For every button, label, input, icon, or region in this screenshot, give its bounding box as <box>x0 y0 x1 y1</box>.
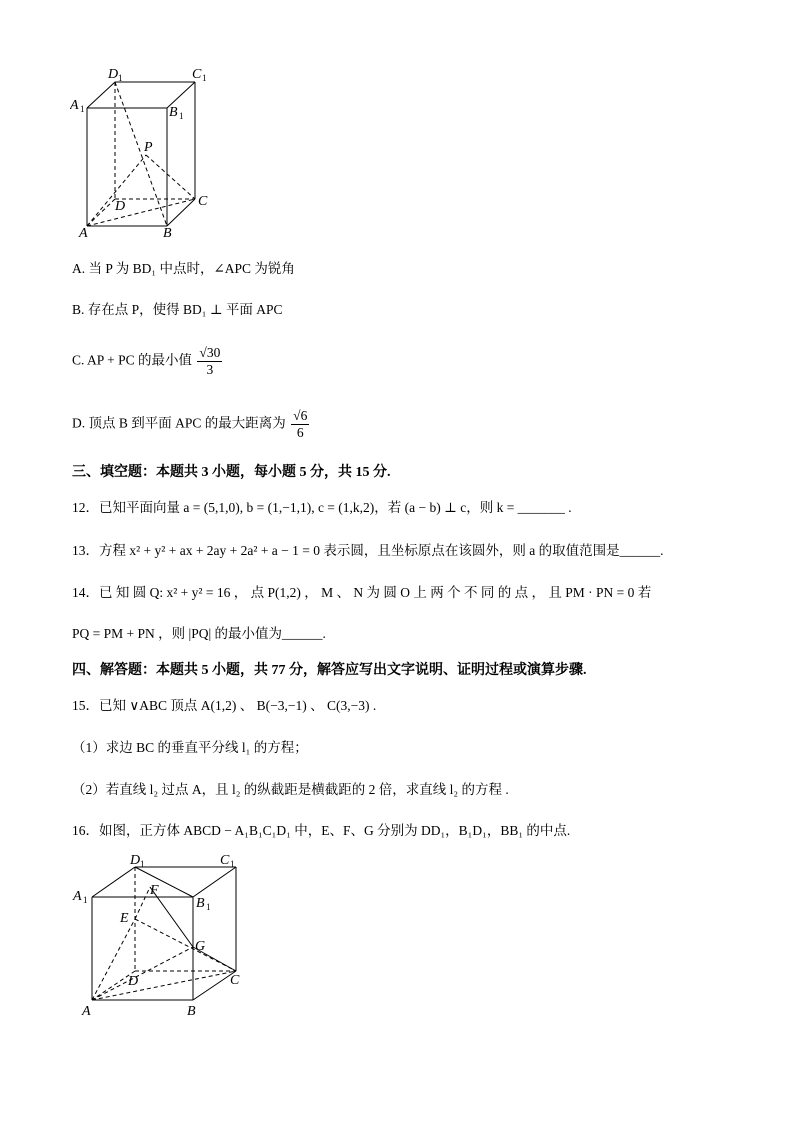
svg-text:1: 1 <box>202 73 207 83</box>
label-b: B <box>163 226 172 240</box>
label2-d1: D <box>130 853 141 868</box>
label-c1: C <box>192 67 202 82</box>
option-d: D. 顶点 B 到平面 APC 的最大距离为 $\frac{√6}{6}$ <box>72 408 308 440</box>
question-15-part2: （2）若直线 l₂ 过点 A，且 l₂ 的纵截距是横截距的 2 倍，求直线 l₂ 的方程 . <box>72 782 509 797</box>
option-c: C. AP + PC 的最小值 $\frac{√30}{3}$ <box>72 345 221 377</box>
question-16-stem: 16．如图，正方体 ABCD − A₁B₁C₁D₁ 中，E、F、G 分别为 DD₁，B₁D₁，BB₁ 的中点. <box>72 823 571 838</box>
question-12: 12．已知平面向量 a = (5,1,0), b = (1,−1,1), c = (1,k,2)，若 (a − b) ⊥ c，则 k = _______ . <box>72 500 572 515</box>
label2-c1: C <box>220 853 230 868</box>
svg-text:1: 1 <box>206 902 211 912</box>
label-c: C <box>198 194 208 209</box>
figure-cuboid-p <box>70 65 220 240</box>
option-a: A. 当 P 为 BD₁ 中点时，∠APC 为锐角 <box>72 261 295 276</box>
fraction-c: $\frac{√30}{3}$ <box>199 345 221 377</box>
label2-c: C <box>230 973 240 988</box>
label2-b: B <box>187 1004 196 1019</box>
label-b1: B <box>169 105 178 120</box>
svg-text:1: 1 <box>140 859 145 869</box>
fraction-d: $\frac{√6}{6}$ <box>293 408 308 440</box>
option-b: B. 存在点 P，使得 BD₁ ⊥ 平面 APC <box>72 302 283 317</box>
label2-a: A <box>82 1004 91 1019</box>
label2-a1: A <box>73 889 82 904</box>
section-3-title: 三、填空题：本题共 3 小题，每小题 5 分，共 15 分. <box>72 465 391 480</box>
question-15-stem: 15．已知 ∨ABC 顶点 A(1,2) 、 B(−3,−1) 、 C(3,−3) . <box>72 698 377 713</box>
label-d1: D <box>108 67 119 82</box>
label2-d: D <box>128 974 139 989</box>
label2-f: F <box>150 883 159 898</box>
label2-e: E <box>120 911 129 926</box>
question-15-part1: （1）求边 BC 的垂直平分线 l₁ 的方程； <box>72 740 308 755</box>
label-p: P <box>144 140 153 155</box>
svg-text:1: 1 <box>83 895 88 905</box>
question-14-line2: PQ = PM + PN ，则 |PQ| 的最小值为______. <box>72 626 326 641</box>
label-a: A <box>79 226 88 240</box>
svg-text:1: 1 <box>118 73 123 83</box>
svg-text:1: 1 <box>80 104 85 114</box>
svg-text:1: 1 <box>179 111 184 121</box>
figure-cube-efg <box>70 850 255 1020</box>
svg-text:1: 1 <box>230 859 235 869</box>
question-13: 13．方程 x² + y² + ax + 2ay + 2a² + a − 1 = 0 表示圆，且坐标原点在该圆外，则 a 的取值范围是______. <box>72 543 664 558</box>
label-a1: A <box>70 98 79 113</box>
label2-g: G <box>195 939 206 954</box>
section-4-title: 四、解答题：本题共 5 小题，共 77 分，解答应写出文字说明、证明过程或演算步骤. <box>72 663 587 678</box>
label2-b1: B <box>196 896 205 911</box>
label-d: D <box>115 199 126 214</box>
question-14-line1: 14．已 知 圆 Q: x² + y² = 16 ， 点 P(1,2) ， M 、 N 为 圆 O 上 两 个 不 同 的 点 ， 且 PM · PN = 0 若 <box>72 585 652 600</box>
